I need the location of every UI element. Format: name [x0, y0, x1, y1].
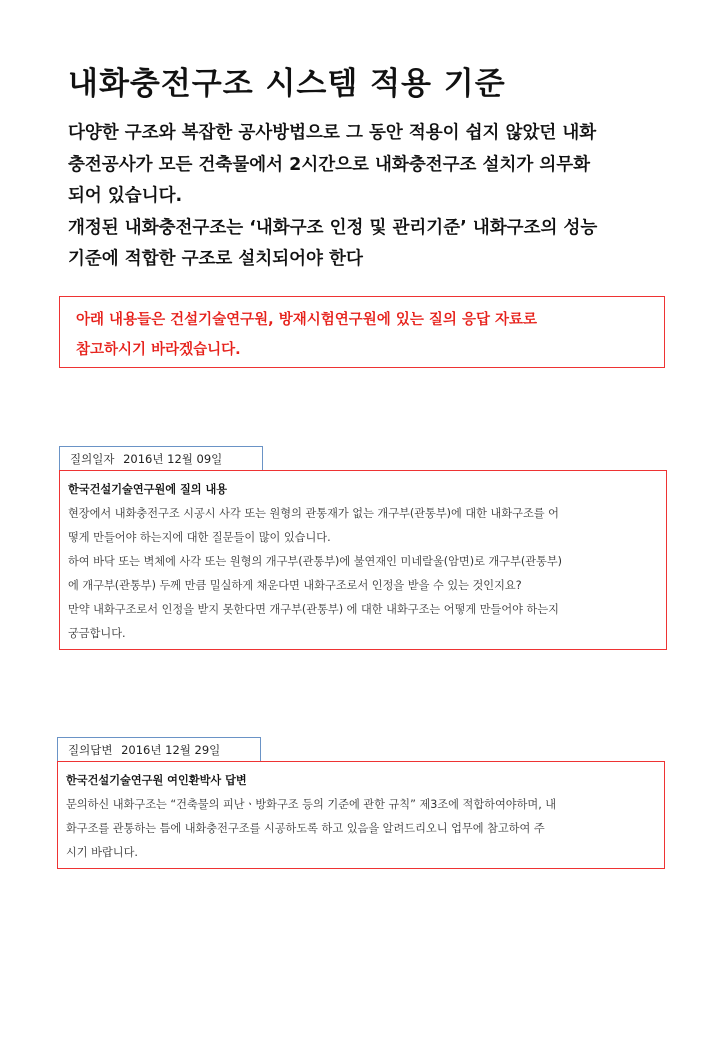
intro-line: 기준에 적합한 구조로 설치되어야 한다	[68, 249, 363, 269]
answer-date: 2016년 12월 29일	[121, 743, 221, 757]
question-date-label: 질의일자	[70, 452, 115, 466]
question-date-tag	[59, 446, 263, 470]
intro-line: 충전공사가 모든 건축물에서 2시간으로 내화충전구조 설치가 의무화	[68, 154, 591, 175]
question-line: 에 개구부(관통부) 두께 만큼 밀실하게 채운다면 내화구조로서 인정을 받을 수 있는 것인지요?	[68, 579, 522, 592]
notice-box	[59, 296, 665, 368]
answer-line: 문의하신 내화구조는 “건축물의 피난ㆍ방화구조 등의 기준에 관한 규칙” 제3조에 적합하여야하며, 내	[66, 798, 557, 811]
answer-date-label: 질의답변	[68, 743, 113, 757]
question-line: 하여 바닥 또는 벽체에 사각 또는 원형의 개구부(관통부)에 불연재인 미네랄울(암면)로 개구부(관통부)	[68, 555, 563, 568]
question-date: 2016년 12월 09일	[123, 452, 223, 466]
answer-date-tag	[57, 737, 261, 761]
question-box	[59, 470, 667, 650]
answer-line: 시기 바랍니다.	[66, 846, 138, 859]
question-line: 현장에서 내화충전구조 시공시 사각 또는 원형의 관통재가 없는 개구부(관통부)에 대한 내화구조를 어	[68, 507, 559, 520]
question-heading: 한국건설기술연구원에 질의 내용	[68, 483, 228, 496]
intro-line: 다양한 구조와 복잡한 공사방법으로 그 동안 적용이 쉽지 않았던 내화	[68, 123, 597, 143]
question-line: 궁금합니다.	[68, 627, 126, 640]
answer-box	[57, 761, 665, 869]
notice-line: 참고하시기 바라겠습니다.	[76, 342, 241, 358]
question-line: 만약 내화구조로서 인정을 받지 못한다면 개구부(관통부) 에 대한 내화구조는 어떻게 만들어야 하는지	[68, 603, 559, 616]
answer-heading: 한국건설기술연구원 여인환박사 답변	[66, 774, 247, 787]
intro-line: 되어 있습니다.	[68, 186, 183, 206]
answer-line: 화구조를 관통하는 틈에 내화충전구조를 시공하도록 하고 있음을 알려드리오니 업무에 참고하여 주	[66, 822, 545, 835]
notice-line: 아래 내용들은 건설기술연구원, 방재시험연구원에 있는 질의 응답 자료로	[76, 312, 538, 328]
intro-paragraph	[68, 118, 688, 276]
page-title: 내화충전구조 시스템 적용 기준	[68, 66, 506, 102]
question-line: 떻게 만들어야 하는지에 대한 질문들이 많이 있습니다.	[68, 531, 331, 544]
intro-line: 개정된 내화충전구조는 ‘내화구조 인정 및 관리기준’ 내화구조의 성능	[68, 217, 598, 238]
